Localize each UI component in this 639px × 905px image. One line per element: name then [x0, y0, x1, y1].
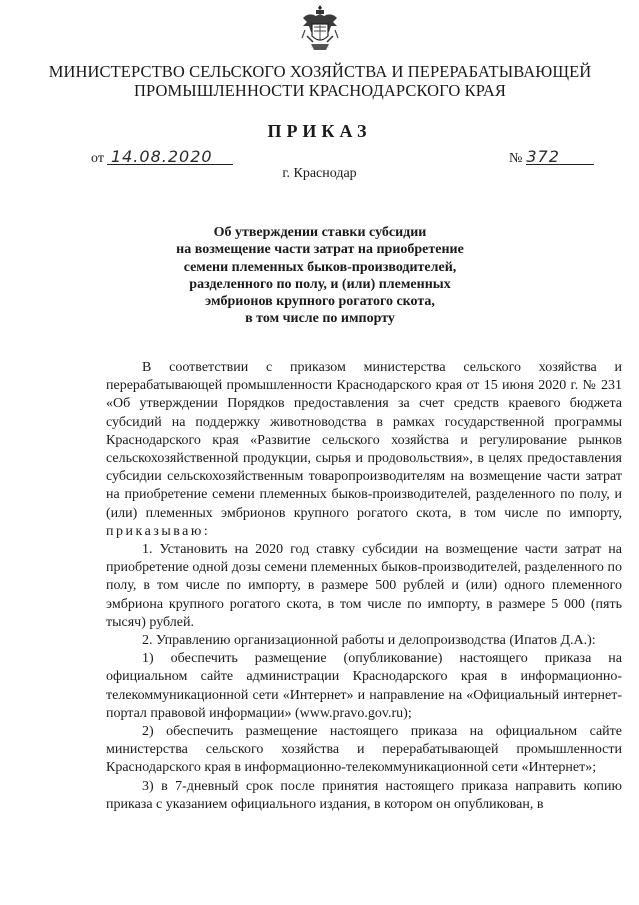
ministry-line-2: ПРОМЫШЛЕННОСТИ КРАСНОДАРСКОГО КРАЯ	[133, 81, 507, 100]
item-2: 2. Управлению организационной работы и делопроизводства (Ипатов Д.А.):	[142, 633, 596, 649]
document-type: ПРИКАЗ	[267, 121, 372, 141]
coat-of-arms-icon	[299, 2, 341, 54]
heading-line: Об утверждении ставки субсидии	[213, 225, 427, 240]
item-1: 1. Установить на 2020 год ставку субсидии на возмещение части затрат на приобретение одной дозы семени племенных быков-производителей, разделенного по полу, в том числе по импорту, в размере 500 рублей и (или) одного племенного эмбриона крупного рогатого скота, в том числе по импорту, в размере 5 000 (пять тысяч) рублей.	[106, 542, 622, 630]
item-2-1: 1) обеспечить размещение (опубликование) настоящего приказа на официальном сайте администрации Краснодарского края в информационно-телекоммуникационной сети «Интернет» и направление на «Официальный интернет-портал правовой информации» (www.pravo.gov.ru);	[106, 651, 622, 721]
intro-paragraph	[106, 359, 622, 541]
order-heading	[170, 224, 470, 328]
number-prefix: №	[509, 151, 523, 166]
heading-line: эмбрионов крупного рогатого скота,	[205, 294, 435, 310]
number-line	[509, 149, 594, 167]
heading-line: семени племенных быков-производителей,	[183, 259, 457, 275]
ministry-name	[40, 62, 600, 100]
order-word: приказываю:	[106, 523, 211, 539]
item-2-2: 2) обеспечить размещение настоящего приказа на официальном сайте министерства сельского хозяйства и перерабатывающей промышленности Краснодарского края в информационно-телекоммуникационной сети «Интернет»;	[106, 724, 622, 776]
number-handwritten: 372	[526, 149, 594, 165]
heading-line: в том числе по импорту	[245, 311, 395, 327]
date-prefix: от	[91, 151, 104, 166]
date-line	[91, 149, 233, 167]
ministry-line-1: МИНИСТЕРСТВО СЕЛЬСКОГО ХОЗЯЙСТВА И ПЕРЕРАБАТЫВАЮЩЕЙ	[48, 62, 592, 81]
heading-line: разделенного по полу, и (или) племенных	[189, 276, 451, 292]
heading-line: на возмещение части затрат на приобретение	[176, 242, 464, 258]
date-handwritten: 14.08.2020	[107, 149, 233, 165]
intro-text: В соответствии с приказом министерства сельского хозяйства и перерабатывающей промышленности Краснодарского края от 15 июня 2020 г. № 231 «Об утверждении Порядков предоставления за счет средств краевого бюджета субсидий на поддержку животноводства в рамках государственной программы Краснодарского края «Развитие сельского хозяйства и регулирование рынков сельскохозяйственной продукции, сырья и продовольствия», в целях предоставления субсидии сельскохозяйственным товаропроизводителям на возмещение части затрат на приобретение семени племенных быков-производителей, разделенного по полу, и (или) племенных эмбрионов крупного рогатого скота, в том числе по импорту,	[106, 360, 622, 521]
item-2-3: 3) в 7-дневный срок после принятия настоящего приказа направить копию приказа с указанием официального издания, в котором он опубликован, в	[106, 778, 622, 812]
document-body	[106, 359, 622, 814]
city: г. Краснодар	[282, 166, 357, 181]
